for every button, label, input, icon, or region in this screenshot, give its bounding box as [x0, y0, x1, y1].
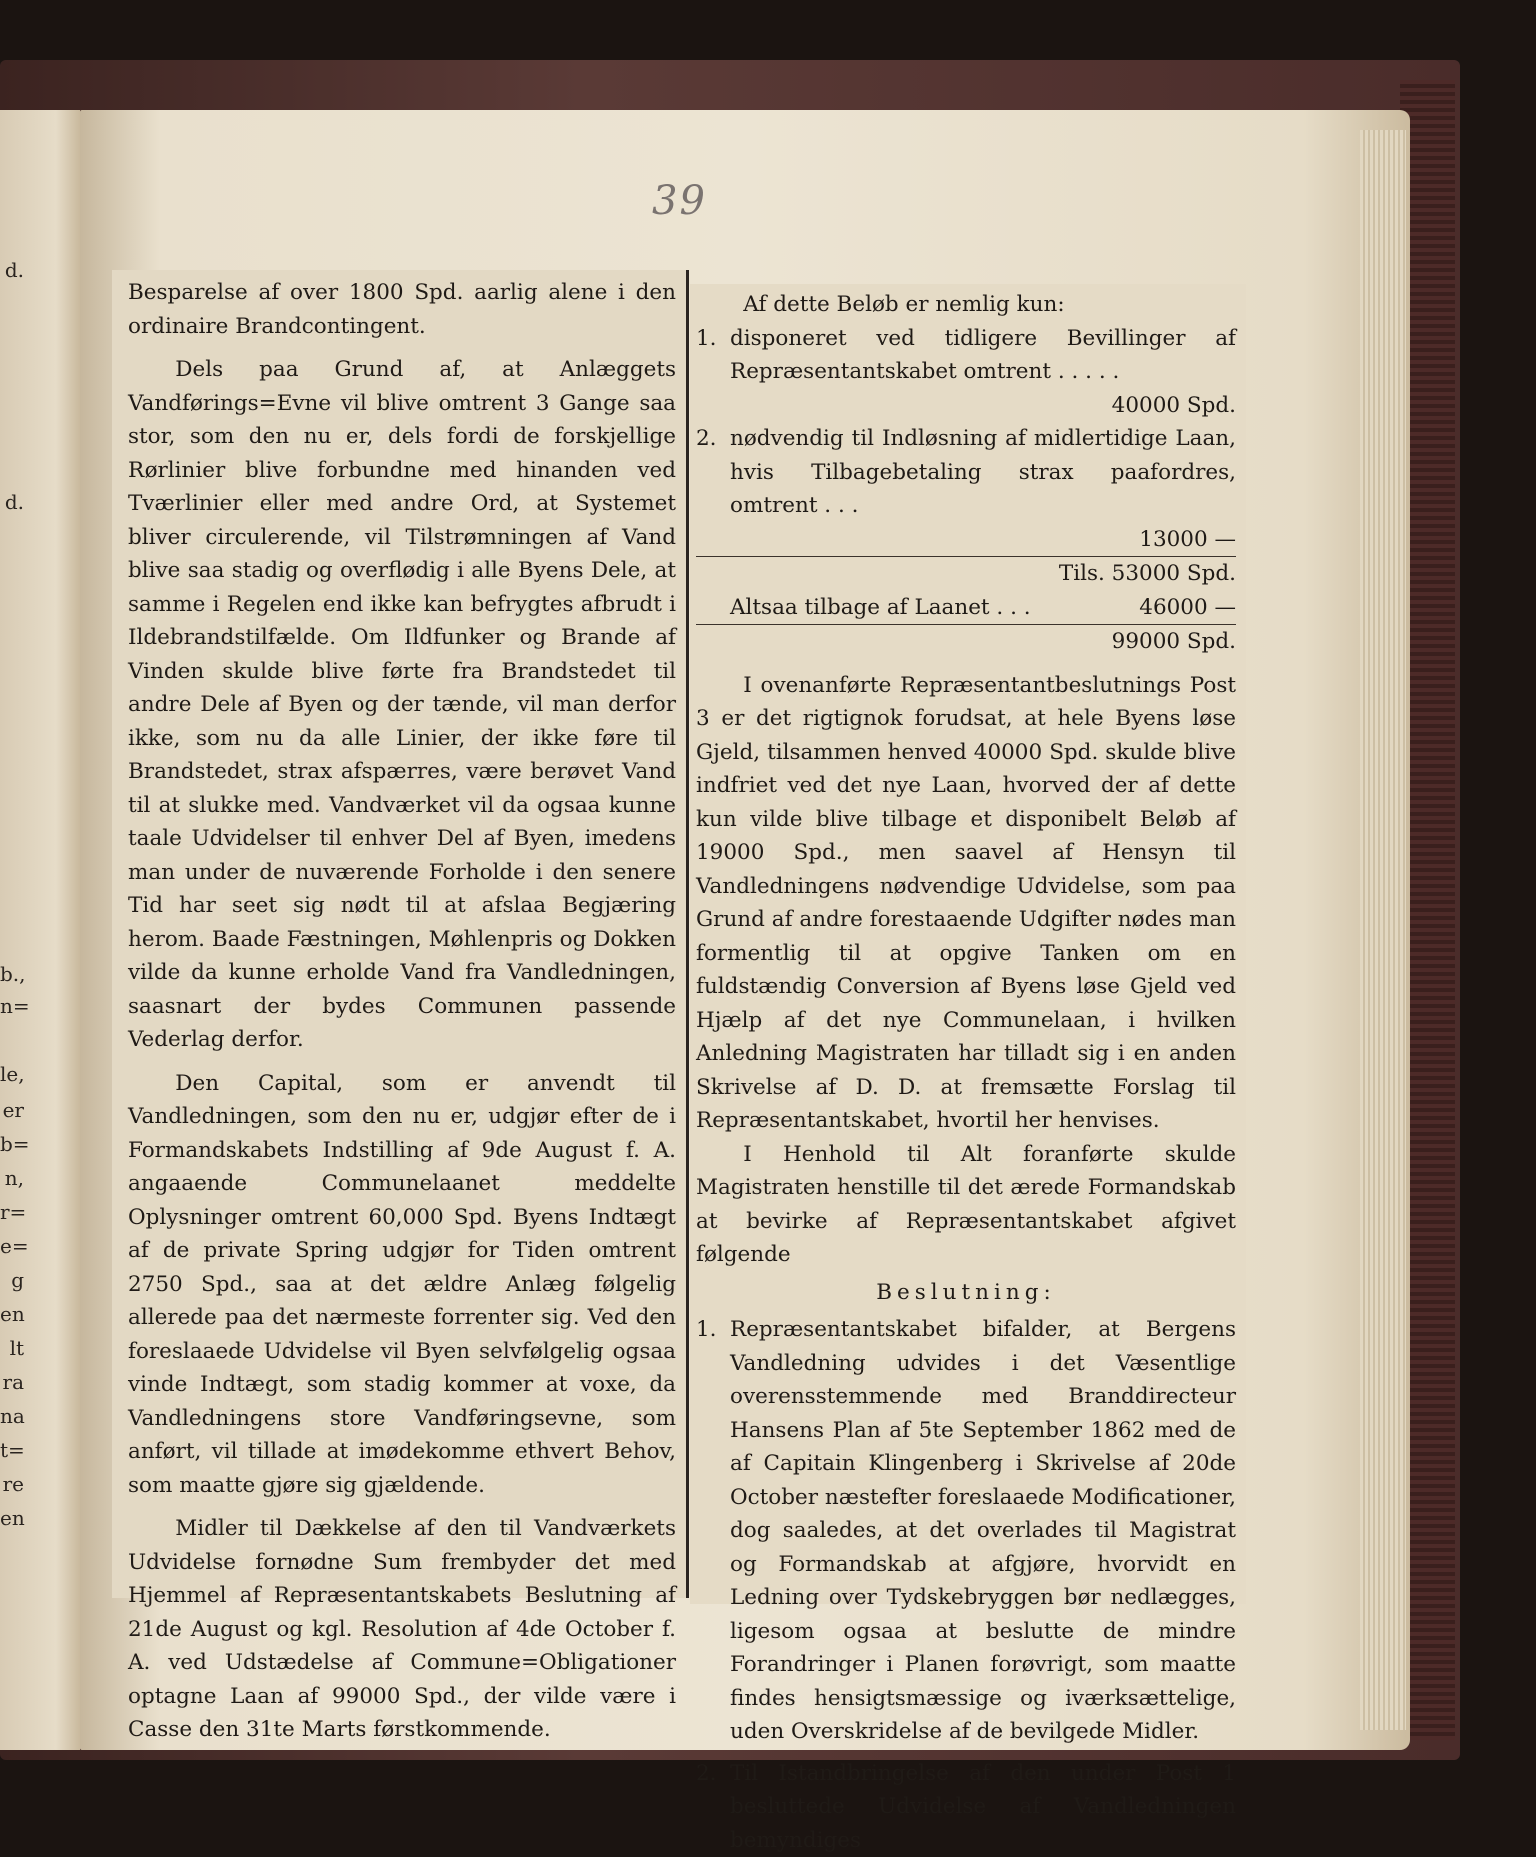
- list-text: nødvendig til Indløsning af midlertidige Laan, hvis Tilbagebetaling strax paafordres, omtrent . . .: [730, 422, 1236, 523]
- facing-page-edge: [0, 110, 80, 1750]
- list-item: [696, 322, 1236, 389]
- list-number: 1.: [696, 322, 730, 389]
- margin-fragment: en: [0, 1302, 24, 1326]
- subtotal-row: [696, 556, 1236, 591]
- margin-fragment: d.: [0, 490, 24, 514]
- margin-fragment: n,: [0, 1166, 24, 1190]
- margin-fragment: e=: [0, 1234, 24, 1258]
- subtotal: Tils. 53000 Spd.: [1059, 557, 1236, 591]
- left-text-column: [128, 276, 676, 1747]
- list-item: [696, 422, 1236, 523]
- resolution-number: 2.: [696, 1757, 730, 1857]
- list-number: 2.: [696, 422, 730, 523]
- intro-line: Af dette Beløb er nemlig kun:: [696, 288, 1236, 322]
- resolution-heading: Beslutning:: [696, 1276, 1236, 1310]
- margin-fragment: re: [0, 1472, 24, 1496]
- resolution-item: [696, 1757, 1236, 1857]
- paragraph: Besparelse af over 1800 Spd. aarlig alene i den ordinaire Brandcontingent.: [128, 276, 676, 343]
- paragraph: Dels paa Grund af, at Anlæggets Vandførings=Evne vil blive omtrent 3 Gange saa stor, som den nu er, dels fordi de forskjellige Rørlinier blive forbundne med hinanden ved Tværlinier eller med andre Ord, at Systemet bliver circulerende, vil Tilstrømningen af Vand blive saa stadig og overflødig i alle Byens Dele, at samme i Regelen end ikke kan befrygtes afbrudt i Ildebrandstilfælde. Om Ildfunker og Brande af Vinden skulde blive førte fra Brandstedet til andre Dele af Byen og der tænde, vil man derfor ikke, som nu da alle Linier, der ikke føre til Brandstedet, strax afspærres, være berøvet Vand til at slukke med. Vandværket vil da ogsaa kunne taale Udvidelser til enhver Del af Byen, imedens man under de nuværende Forholde i den senere Tid har seet sig nødt til at afslaa Begjæring herom. Baade Fæstningen, Møhlenpris og Dokken vilde da kunne erholde Vand fra Vandledningen, saasnart der bydes Communen passende Vederlag derfor.: [128, 353, 676, 1057]
- amount: 40000 Spd.: [1112, 389, 1236, 423]
- right-text-column: [696, 288, 1236, 1857]
- page-stack-edges: [1360, 130, 1406, 1730]
- list-text: disponeret ved tidligere Bevillinger af Repræsentantskabet omtrent . . . . .: [730, 322, 1236, 389]
- margin-fragment: er: [0, 1098, 24, 1122]
- paragraph: I Henhold til Alt foranførte skulde Magistraten henstille til det ærede Formandskab at bevirke af Repræsentantskabet afgivet følgende: [696, 1138, 1236, 1272]
- resolution-number: 1.: [696, 1313, 730, 1749]
- margin-fragment: r=: [0, 1200, 24, 1224]
- remaining-row: [696, 591, 1236, 625]
- amount-row: [696, 523, 1236, 557]
- paragraph: Den Capital, som er anvendt til Vandledningen, som den nu er, udgjør efter de i Formandskabets Indstilling af 9de August f. A. angaaende Communelaanet meddelte Oplysninger omtrent 60,000 Spd. Byens Indtægt af de private Spring udgjør for Tiden omtrent 2750 Spd., saa at det ældre Anlæg følgelig allerede paa det nærmeste forrenter sig. Ved den foreslaaede Udvidelse vil Byen selvfølgelig ogsaa vinde Indtægt, som stadig kommer at voxe, da Vandledningens store Vandføringsevne, som anført, vil tillade at imødekomme ethvert Behov, som maatte gjøre sig gjældende.: [128, 1067, 676, 1503]
- remaining-amount: 46000 —: [1139, 591, 1236, 625]
- page-number: 39: [652, 178, 707, 224]
- margin-fragment: g: [0, 1268, 24, 1292]
- amount: 13000 —: [1139, 523, 1236, 557]
- margin-fragment: en: [0, 1506, 24, 1530]
- margin-fragment: le,: [0, 1062, 24, 1086]
- margin-fragment: d.: [0, 258, 24, 282]
- margin-fragment: na: [0, 1404, 24, 1428]
- resolution-item: [696, 1313, 1236, 1749]
- margin-fragment: ra: [0, 1370, 24, 1394]
- amount-row: [696, 389, 1236, 423]
- total: 99000 Spd.: [1112, 625, 1236, 659]
- margin-fragment: t=: [0, 1438, 24, 1462]
- margin-fragment: lt: [0, 1336, 24, 1360]
- total-row: [696, 624, 1236, 659]
- resolution-text: Til Istandbringelse af den under Post 1 besluttede Udvidelse af Vandledningen bemyndiges: [730, 1757, 1236, 1857]
- margin-fragment: b.,: [0, 962, 24, 986]
- resolution-text: Repræsentantskabet bifalder, at Bergens Vandledning udvides i det Væsentlige overensstemmende med Branddirecteur Hansens Plan af 5te September 1862 med de af Capitain Klingenberg i Skrivelse af 20de October næstefter foreslaaede Modificationer, dog saaledes, at det overlades til Magistrat og Formandskab at afgjøre, hvorvidt en Ledning over Tydskebryggen bør nedlægges, ligesom ogsaa at beslutte de mindre Forandringer i Planen forøvrigt, som maatte findes hensigtsmæssige og iværksættelige, uden Overskridelse af de bevilgede Midler.: [730, 1313, 1236, 1749]
- paragraph: I ovenanførte Repræsentantbeslutnings Post 3 er det rigtignok forudsat, at hele Byens løse Gjeld, tilsammen henved 40000 Spd. skulde blive indfriet ved det nye Laan, hvorved der af dette kun vilde blive tilbage et disponibelt Beløb af 19000 Spd., men saavel af Hensyn til Vandledningens nødvendige Udvidelse, som paa Grund af andre forestaaende Udgifter nødes man formentlig til at opgive Tanken om en fuldstændig Conversion af Byens løse Gjeld ved Hjælp af det nye Communelaan, i hvilken Anledning Magistraten har tilladt sig i en anden Skrivelse af D. D. at fremsætte Forslag til Repræsentantskabet, hvortil her henvises.: [696, 669, 1236, 1138]
- paragraph: Midler til Dækkelse af den til Vandværkets Udvidelse fornødne Sum frembyder det med Hjemmel af Repræsentantskabets Beslutning af 21de August og kgl. Resolution af 4de October f. A. ved Udstædelse af Commune=Obligationer optagne Laan af 99000 Spd., der vilde være i Casse den 31te Marts førstkommende.: [128, 1512, 676, 1747]
- margin-fragment: n=: [0, 994, 24, 1018]
- margin-fragment: b=: [0, 1132, 24, 1156]
- remaining-label: Altsaa tilbage af Laanet . . .: [730, 591, 1139, 625]
